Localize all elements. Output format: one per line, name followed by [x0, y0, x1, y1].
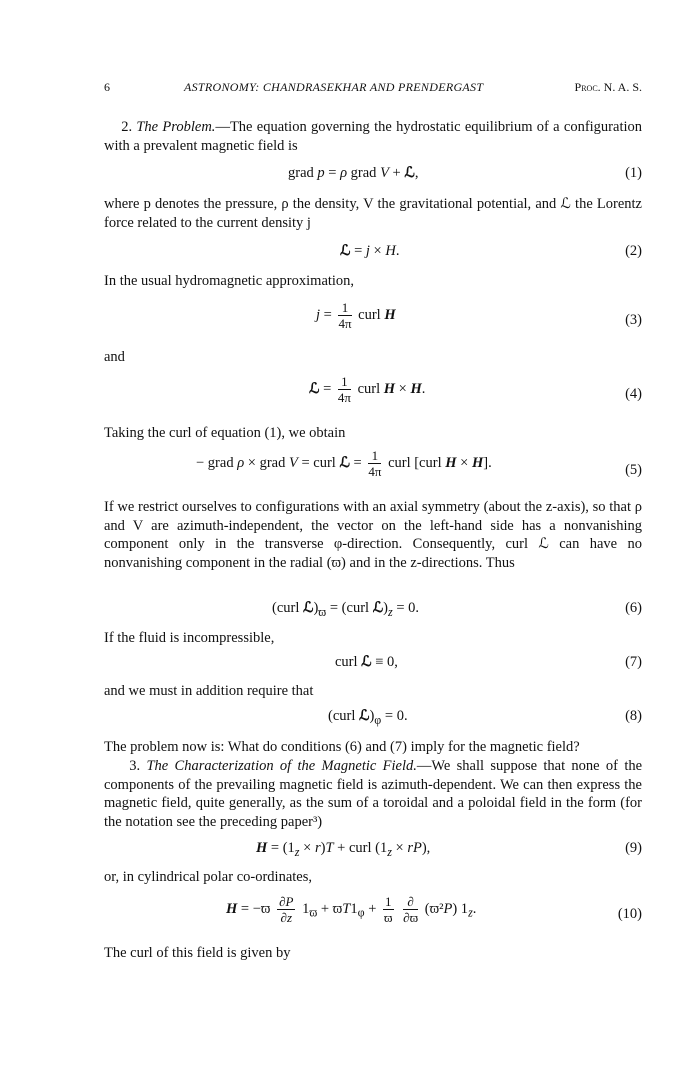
- paragraph-and: and: [104, 349, 125, 365]
- paragraph-incompressible: If the fluid is incompressible,: [104, 630, 275, 646]
- paragraph-usual: In the usual hydromagnetic approximation,: [104, 273, 355, 289]
- section-3-text: —We shall suppose that none of the components of the prevailing magnetic field is azimuth-dependent. We can then express the magnetic field, quite generally, as the sum of a toroidal and a poloidal field in the form (for the notation see the preceding paper³): [104, 758, 643, 830]
- section-2-text: —The equation governing the hydrostatic equilibrium of a configuration with a prevalent magnetic field is: [104, 119, 642, 154]
- equation-5-expression: − grad ρ × grad V = curl ℒ = $\frac{1}{4\pi}$ curl [curl H × H].: [196, 448, 492, 479]
- paragraph-where: where p denotes the pressure, ρ the density, V the gravitational potential, and ℒ the Lorentz force related to the current density j: [104, 196, 642, 231]
- paragraph-restrict: If we restrict ourselves to configurations with an axial symmetry (about the z-axis), so that ρ and V are azimuth-independent, the vector on the left-hand side has a nonvanishing component only in the transverse φ-direction. Consequently, curl ℒ can have no nonvanishing component in the radial (ϖ) and in the z-directions. Thus: [104, 499, 642, 571]
- equation-2-expression: ℒ = j × H.: [340, 243, 400, 259]
- equation-6-number: (6): [625, 600, 642, 616]
- equation-10-number: (10): [617, 906, 642, 922]
- equation-10-expression: H = −ϖ $\frac{\partial P}{\partial z}$ $1_ϖ + ϖT1_\varphi$ + $\frac{1}{ϖ}$ $\frac{\partial}{\partial ϖ}$ (ϖ²P) $1_z$.: [226, 894, 477, 925]
- equation-1-number: (1): [625, 165, 642, 181]
- equation-2-number: (2): [625, 243, 642, 259]
- equation-3: [104, 300, 642, 340]
- running-header: [104, 80, 642, 100]
- running-title: ASTRONOMY: CHANDRASEKHAR AND PRENDERGAST: [184, 80, 484, 94]
- equation-4: [104, 374, 642, 414]
- equation-10: [104, 894, 642, 934]
- journal-abbrev: Proc. N. A. S.: [574, 80, 642, 94]
- paragraph-taking: Taking the curl of equation (1), we obtain: [104, 425, 346, 441]
- equation-6-expression: (curl $ℒ)_ϖ$ = (curl $ℒ)_z = 0$.: [272, 600, 419, 619]
- equation-7-number: (7): [625, 654, 642, 670]
- equation-8-number: (8): [625, 708, 642, 724]
- equation-5-number: (5): [625, 462, 642, 478]
- paragraph-cylindrical: or, in cylindrical polar co-ordinates,: [104, 869, 312, 885]
- page-number: 6: [104, 80, 110, 94]
- section-3-intro: [104, 757, 642, 831]
- equation-3-expression: j = $\frac{1}{4\pi}$ curl H: [316, 300, 396, 331]
- section-2-number: 2.: [121, 119, 133, 135]
- equation-5: [104, 448, 642, 488]
- paragraph-require: and we must in addition require that: [104, 683, 314, 699]
- equation-9-number: (9): [625, 840, 642, 856]
- equation-4-number: (4): [625, 386, 642, 402]
- paragraph-curl: The curl of this field is given by: [104, 945, 291, 961]
- equation-9-expression: $H = (1_z \times r)T$ + curl $(1_z \times rP)$,: [256, 840, 431, 859]
- equation-3-number: (3): [625, 312, 642, 328]
- equation-1-expression: grad p = ρ grad V + ℒ,: [288, 165, 419, 181]
- section-3-number: 3.: [129, 758, 141, 774]
- paragraph-problem: The problem now is: What do conditions (6) and (7) imply for the magnetic field?: [104, 739, 580, 755]
- equation-7-expression: curl ℒ ≡ 0,: [335, 654, 398, 670]
- section-2-title: The Problem.: [136, 119, 216, 135]
- section-2-intro: [104, 118, 642, 155]
- equation-4-expression: ℒ = $\frac{1}{4\pi}$ curl H × H.: [309, 374, 426, 405]
- section-3-title: The Characterization of the Magnetic Field.: [146, 758, 417, 774]
- equation-8-expression: (curl $ℒ)_\varphi = 0$.: [328, 708, 408, 727]
